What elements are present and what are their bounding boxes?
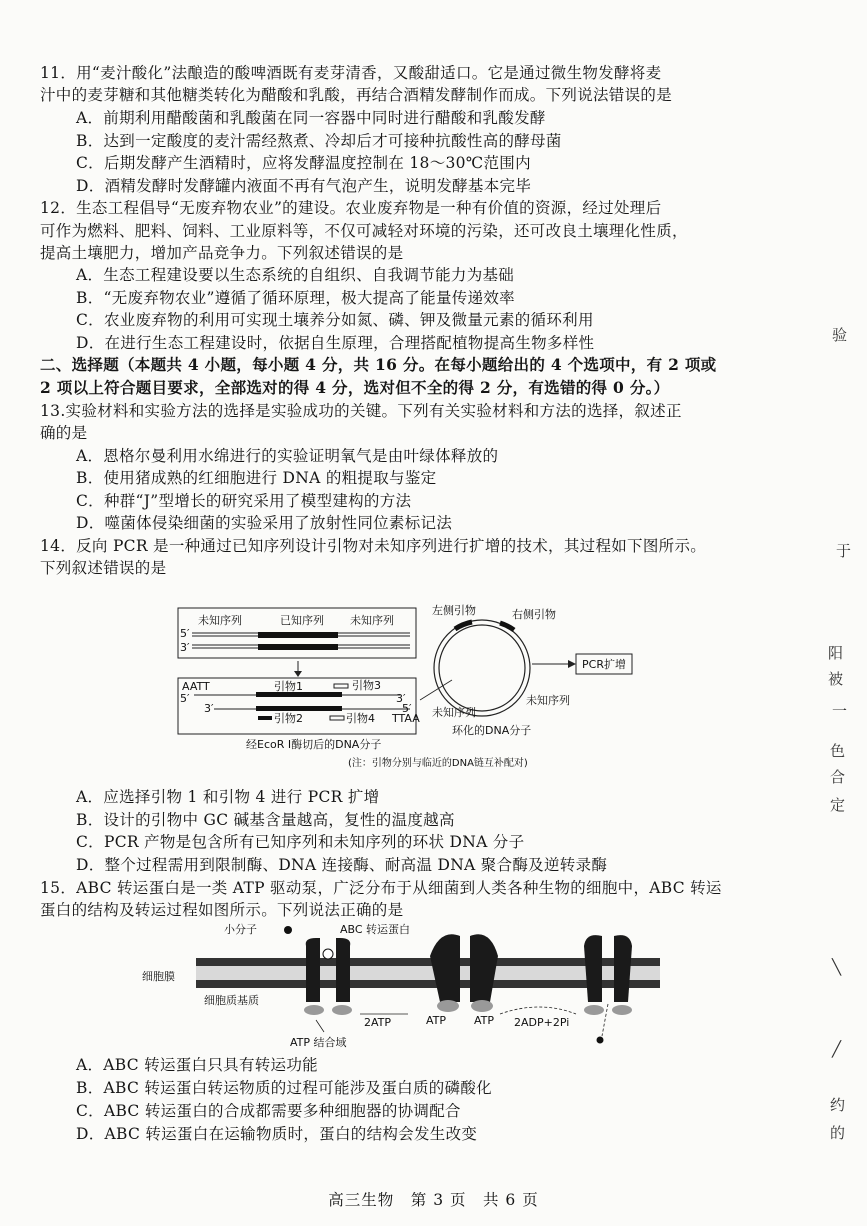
label-unknown-left: 未知序列 (198, 614, 242, 627)
q11-option-a: A．前期利用醋酸菌和乳酸菌在同一容器中同时进行醋酸和乳酸发酵 (76, 109, 546, 127)
transporter2-right (470, 934, 498, 1002)
q12-option-c: C．农业废弃物的利用可实现土壤养分如氮、磷、钾及微量元素的循环利用 (76, 311, 594, 329)
label-primer4: 引物4 (346, 712, 375, 725)
label-primer2: 引物2 (274, 712, 303, 725)
q12-stem-line2: 可作为燃料、肥料、饲料、工业原料等，不仅可减轻对环境的污染，还可改良土壤理化性质， (40, 222, 688, 240)
page-footer: 高三生物 第 3 页 共 6 页 (328, 1191, 539, 1209)
known-block-1 (258, 632, 338, 638)
abc-transporter-figure (140, 920, 680, 1050)
label-5prime-bottom: 5′ (180, 692, 190, 705)
transporter1-right (336, 938, 350, 1002)
label-3prime-top: 3′ (180, 641, 190, 654)
q11-stem-line1: 11．用“麦汁酸化”法酿造的酸啤酒既有麦芽清香，又酸甜适口。它是通过微生物发酵将麦 (40, 64, 662, 82)
edge-char-8: 定 (830, 796, 846, 814)
atp-domain-3b (612, 1005, 632, 1015)
circular-dna-outer (434, 620, 530, 716)
q15-option-c: C．ABC 转运蛋白的合成都需要多种细胞器的协调配合 (76, 1102, 461, 1120)
edge-char-1: 验 (832, 326, 848, 344)
label-right-primer: 右侧引物 (512, 608, 556, 621)
atp-domain-2b (471, 1000, 493, 1012)
q12-stem-line3: 提高土壤肥力，增加产品竞争力。下列叙述错误的是 (40, 244, 404, 262)
section2-heading-line1: 二、选择题（本题共 4 小题，每小题 4 分，共 16 分。在每小题给出的 4 个选项中，有 2 项或 (40, 355, 717, 374)
q14-option-b: B．设计的引物中 GC 碱基含量越高，复性的温度越高 (76, 811, 455, 829)
label-5prime-right: 5′ (402, 702, 412, 715)
q12-stem-line1: 12．生态工程倡导“无废弃物农业”的建设。农业废弃物是一种有价值的资源，经过处理后 (40, 199, 662, 217)
q13-option-a: A．恩格尔曼利用水绵进行的实验证明氧气是由叶绿体释放的 (76, 447, 499, 465)
edge-char-4: 被 (828, 670, 844, 688)
edge-char-6: 色 (830, 742, 846, 760)
edge-char-5: 一 (832, 702, 848, 720)
caption-circular: 环化的DNA分子 (452, 724, 532, 737)
atp-domain-2a (437, 1000, 459, 1012)
label-2atp: 2ATP (364, 1016, 392, 1029)
q13-stem-line1: 13.实验材料和实验方法的选择是实验成功的关键。下列有关实验材料和方法的选择，叙述正 (40, 402, 682, 420)
label-cytoplasm: 细胞质基质 (204, 994, 259, 1007)
label-known: 已知序列 (280, 614, 324, 627)
q11-option-c: C．后期发酵产生酒精时，应将发酵温度控制在 18～30℃范围内 (76, 154, 531, 172)
q14-stem-line1: 14．反向 PCR 是一种通过已知序列设计引物对未知序列进行扩增的技术，其过程如下图所示。 (40, 537, 707, 555)
q14-stem-line2: 下列叙述错误的是 (40, 559, 167, 577)
q13-option-c: C．种群“J”型增长的研究采用了模型建构的方法 (76, 492, 412, 510)
primer3-box (334, 684, 348, 688)
transporter1-substrate (323, 949, 333, 959)
q15-option-b: B．ABC 转运蛋白转运物质的过程可能涉及蛋白质的磷酸化 (76, 1079, 492, 1097)
label-unknown-seq-right: 未知序列 (526, 694, 570, 707)
transporter3-left (584, 935, 602, 1002)
released-molecule (597, 1037, 604, 1044)
primer2-box (258, 716, 272, 720)
label-adp: 2ADP+2Pi (514, 1016, 570, 1029)
circle-left-primer (455, 622, 472, 629)
label-atp-right: ATP (474, 1014, 495, 1027)
known-block-2 (258, 644, 338, 650)
q12-option-b: B．“无废弃物农业”遵循了循环原理，极大提高了能量传递效率 (76, 289, 515, 307)
label-unknown-right: 未知序列 (350, 614, 394, 627)
edge-char-12: 的 (830, 1124, 846, 1142)
label-3prime-right: 3′ (396, 692, 406, 705)
q13-option-b: B．使用猪成熟的红细胞进行 DNA 的粗提取与鉴定 (76, 469, 437, 487)
arrow-adp (500, 1007, 576, 1014)
q15-stem-line1: 15．ABC 转运蛋白是一类 ATP 驱动泵，广泛分布于从细菌到人类各种生物的细胞中，ABC 转运 (40, 879, 722, 897)
transporter1-left (306, 938, 320, 1002)
label-atp-domain: ATP 结合域 (290, 1036, 347, 1049)
primer4-box (330, 716, 344, 720)
q14-option-d: D．整个过程需用到限制酶、DNA 连接酶、耐高温 DNA 聚合酶及逆转录酶 (76, 856, 608, 874)
figure-note: (注：引物分别与临近的DNA链互补配对) (348, 758, 528, 769)
atp-domain-1b (332, 1005, 352, 1015)
q12-option-d: D．在进行生态工程建设时，依据自生原理，合理搭配植物提高生物多样性 (76, 334, 595, 352)
q15-option-a: A．ABC 转运蛋白只具有转运功能 (76, 1056, 318, 1074)
edge-char-10: ╱ (832, 1040, 842, 1058)
circular-dna-inner (439, 625, 525, 711)
label-unknown-seq-left: 未知序列 (432, 706, 476, 719)
label-abc: ABC 转运蛋白 (340, 923, 411, 936)
q14-option-c: C．PCR 产物是包含所有已知序列和未知序列的环状 DNA 分子 (76, 833, 525, 851)
label-primer3: 引物3 (352, 679, 381, 692)
edge-char-7: 合 (830, 768, 846, 786)
transporter2-left (430, 934, 460, 1002)
label-left-primer: 左侧引物 (432, 604, 476, 617)
label-5prime-top: 5′ (180, 627, 190, 640)
edge-char-2: 于 (836, 542, 852, 560)
atp-domain-pointer (316, 1020, 324, 1032)
q11-option-b: B．达到一定酸度的麦汁需经熬煮、冷却后才可接种抗酸性高的酵母菌 (76, 132, 562, 150)
circle-right-primer (500, 623, 514, 630)
q14-option-a: A．应选择引物 1 和引物 4 进行 PCR 扩增 (76, 788, 380, 806)
q13-option-d: D．噬菌体侵染细菌的实验采用了放射性同位素标记法 (76, 514, 453, 532)
q15-stem-line2: 蛋白的结构及转运过程如图所示。下列说法正确的是 (40, 901, 404, 919)
atp-domain-3a (584, 1005, 604, 1015)
q12-option-a: A．生态工程建设要以生态系统的自组织、自我调节能力为基础 (76, 266, 515, 284)
cut-known-2 (256, 706, 342, 711)
q13-stem-line2: 确的是 (40, 424, 88, 442)
arrow-down-head (294, 671, 302, 677)
label-atp-left: ATP (426, 1014, 447, 1027)
atp-domain-1a (304, 1005, 324, 1015)
edge-char-3: 阳 (828, 644, 844, 662)
edge-char-11: 约 (830, 1096, 846, 1114)
q11-stem-line2: 汁中的麦芽糖和其他糖类转化为醋酸和乳酸，再结合酒精发酵制作而成。下列说法错误的是 (40, 86, 673, 104)
edge-char-9: ╲ (832, 958, 842, 976)
small-molecule-dot (284, 926, 292, 934)
label-ttaa: TTAA (392, 712, 420, 725)
label-primer1: 引物1 (274, 680, 303, 693)
label-pcr: PCR扩增 (582, 658, 626, 671)
transporter3-right (614, 935, 632, 1002)
q15-option-d: D．ABC 转运蛋白在运输物质时，蛋白的结构会发生改变 (76, 1125, 478, 1143)
inverse-pcr-figure (170, 598, 690, 778)
caption-cut-dna: 经EcoR Ⅰ酶切后的DNA分子 (246, 738, 382, 751)
label-membrane: 细胞膜 (142, 970, 175, 983)
section2-heading-line2: 2 项以上符合题目要求，全部选对的得 4 分，选对但不全的得 2 分，有选错的得 0 分。） (40, 378, 670, 397)
label-3prime-bottom: 3′ (204, 702, 214, 715)
label-small-molecule: 小分子 (224, 923, 257, 936)
label-aatt: AATT (182, 680, 210, 693)
q11-option-d: D．酒精发酵时发酵罐内液面不再有气泡产生，说明发酵基本完毕 (76, 177, 532, 195)
arrow-to-pcr-head (568, 660, 576, 668)
